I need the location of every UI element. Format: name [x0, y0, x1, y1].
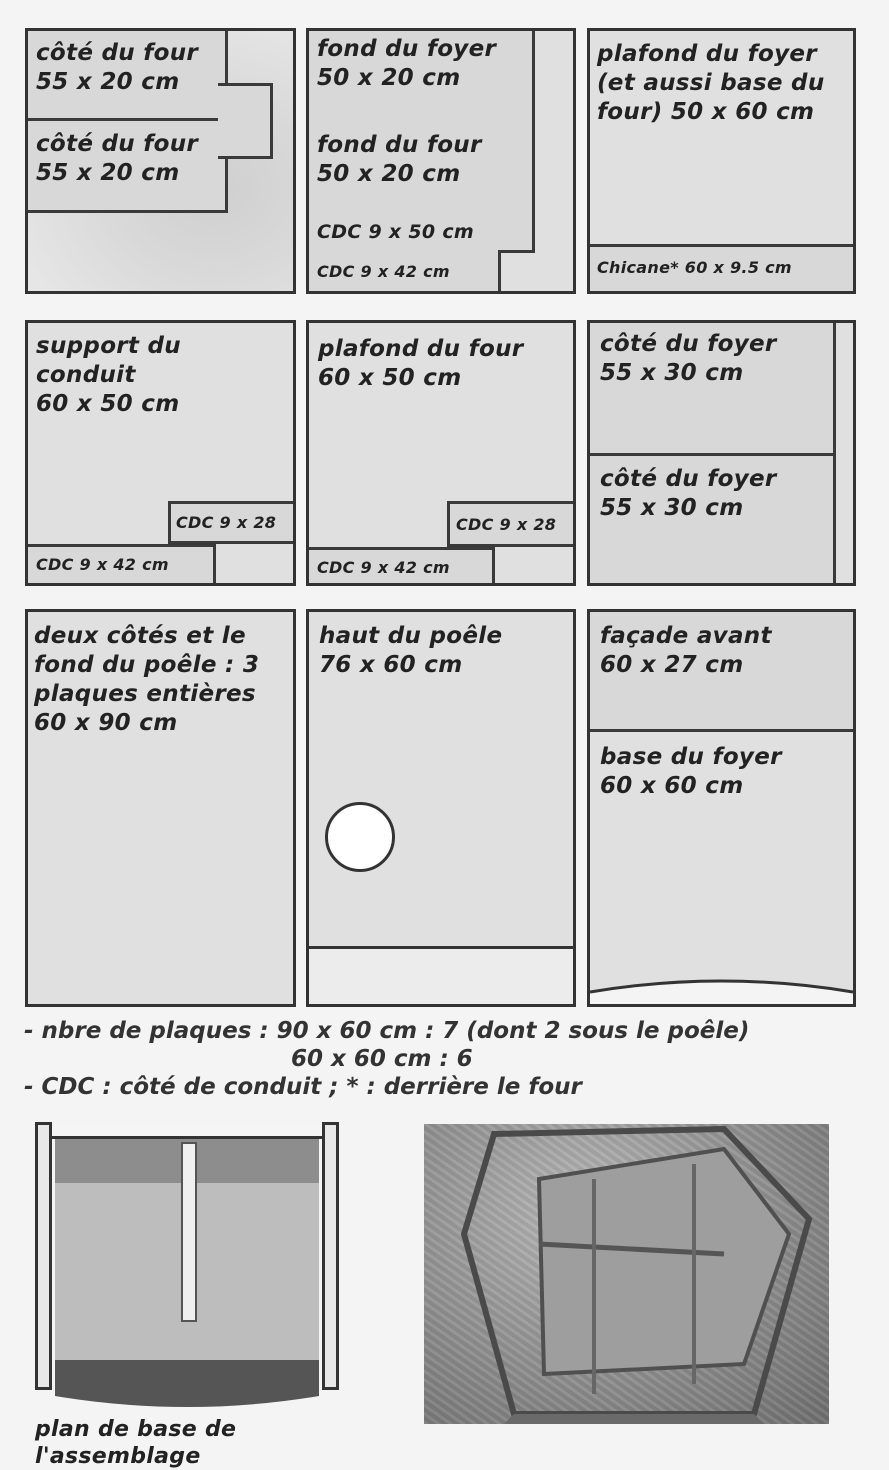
- plan-right-side: [322, 1122, 339, 1390]
- label-plafond-cdc-9x28: CDC 9 x 28: [456, 515, 557, 534]
- label-support-du-conduit: support du conduit 60 x 50 cm: [36, 333, 181, 417]
- note-nbre-plaques: - nbre de plaques : 90 x 60 cm : 7 (dont 2 sous le poêle): [24, 1018, 750, 1044]
- plan-front-curve: [55, 1392, 319, 1412]
- plan-center-divider: [181, 1142, 197, 1322]
- panel-plafond-foyer: [587, 28, 856, 294]
- flue-hole: [325, 802, 395, 872]
- label-deux-cotes: deux côtés et le fond du poêle : 3 plaques entières 60 x 90 cm: [34, 623, 260, 736]
- panel-cotes-poele: [25, 609, 296, 1007]
- label-fond-du-foyer: fond du foyer 50 x 20 cm: [317, 36, 497, 91]
- panel-fond-foyer: [306, 28, 576, 294]
- plan-left-side: [35, 1122, 52, 1390]
- panel-haut-poele: [306, 609, 576, 1007]
- label-cdc-9x50: CDC 9 x 50 cm: [317, 221, 474, 243]
- assembly-plan: [35, 1122, 341, 1412]
- plan-back-top: [52, 1125, 322, 1139]
- panel-cote-du-four: [25, 28, 296, 294]
- label-support-cdc-9x28: CDC 9 x 28: [176, 513, 277, 532]
- label-cote-du-foyer-2: côté du foyer 55 x 30 cm: [600, 466, 777, 521]
- base-foyer-curve: [590, 974, 853, 1004]
- label-plafond-du-four: plafond du four 60 x 50 cm: [318, 336, 524, 391]
- label-plafond-du-foyer: plafond du foyer (et aussi base du four) 50 x 60 cm: [597, 41, 825, 125]
- stove-photo: [424, 1124, 829, 1424]
- piece-cote-du-four-1-tab: [218, 83, 273, 121]
- piece-cote-du-four-2-tab: [218, 121, 273, 159]
- panel-plafond-four: [306, 320, 576, 586]
- label-plafond-cdc-9x42: CDC 9 x 42 cm: [317, 558, 450, 577]
- note-60x60: 60 x 60 cm : 6: [291, 1046, 473, 1072]
- label-cote-du-four-1: côté du four 55 x 20 cm: [36, 40, 199, 95]
- label-facade-avant: façade avant 60 x 27 cm: [600, 623, 772, 678]
- label-cdc-9x42: CDC 9 x 42 cm: [317, 262, 450, 281]
- stove-photo-sketch: [424, 1124, 829, 1424]
- plan-front-band: [55, 1360, 319, 1394]
- offcut-strip: [309, 946, 573, 1004]
- label-chicane: Chicane* 60 x 9.5 cm: [597, 258, 792, 277]
- label-support-cdc-9x42: CDC 9 x 42 cm: [36, 555, 169, 574]
- panel-support-conduit: [25, 320, 296, 586]
- label-base-du-foyer: base du foyer 60 x 60 cm: [600, 744, 782, 799]
- label-fond-du-four: fond du four 50 x 20 cm: [317, 132, 482, 187]
- label-haut-du-poele: haut du poêle 76 x 60 cm: [319, 623, 503, 678]
- label-cote-du-four-2: côté du four 55 x 20 cm: [36, 131, 199, 186]
- plan-caption: plan de base de l'assemblage: [35, 1417, 237, 1469]
- label-cote-du-foyer-1: côté du foyer 55 x 30 cm: [600, 331, 777, 386]
- panel-facade-base: [587, 609, 856, 1007]
- note-cdc-legend: - CDC : côté de conduit ; * : derrière le four: [24, 1074, 582, 1100]
- panel-cote-foyer: [587, 320, 856, 586]
